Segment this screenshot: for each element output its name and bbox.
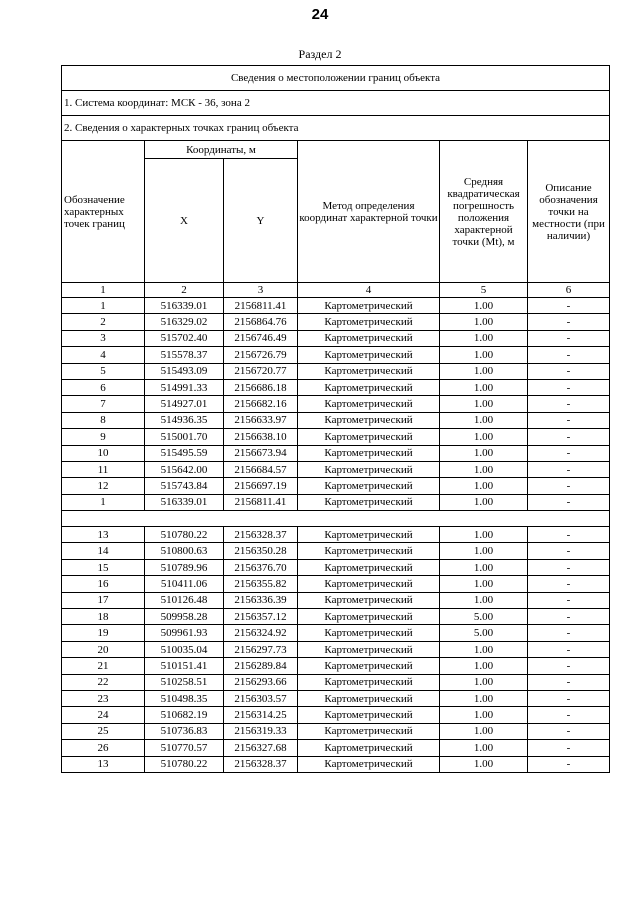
cell-d: - — [528, 674, 610, 690]
cell-e: 1.00 — [440, 756, 528, 772]
table-row — [62, 707, 610, 723]
cell-m: Картометрический — [298, 609, 440, 625]
cell-y: 2156811.41 — [224, 298, 298, 314]
table-row — [62, 396, 610, 412]
cell-n: 22 — [62, 674, 145, 690]
characteristic-points-heading: 2. Сведения о характерных точках границ объекта — [62, 116, 610, 141]
cell-x: 510126.48 — [145, 592, 224, 608]
cell-n: 21 — [62, 658, 145, 674]
cell-y: 2156350.28 — [224, 543, 298, 559]
cell-e: 5.00 — [440, 609, 528, 625]
cell-y: 2156357.12 — [224, 609, 298, 625]
cell-e: 1.00 — [440, 330, 528, 346]
cell-d: - — [528, 609, 610, 625]
table-row — [62, 478, 610, 494]
cell-d: - — [528, 690, 610, 706]
cell-x: 516339.01 — [145, 298, 224, 314]
cell-n: 18 — [62, 609, 145, 625]
cell-e: 1.00 — [440, 559, 528, 575]
cell-m: Картометрический — [298, 494, 440, 510]
table-row — [62, 609, 610, 625]
cell-d: - — [528, 527, 610, 543]
cell-e: 1.00 — [440, 674, 528, 690]
cell-x: 510498.35 — [145, 690, 224, 706]
cell-m: Картометрический — [298, 576, 440, 592]
cell-n: 10 — [62, 445, 145, 461]
cell-e: 1.00 — [440, 429, 528, 445]
cell-n: 7 — [62, 396, 145, 412]
cell-m: Картометрический — [298, 559, 440, 575]
cell-d: - — [528, 592, 610, 608]
cell-y: 2156684.57 — [224, 461, 298, 477]
cell-e: 1.00 — [440, 592, 528, 608]
cell-y: 2156328.37 — [224, 756, 298, 772]
cell-x: 510800.63 — [145, 543, 224, 559]
cell-d: - — [528, 576, 610, 592]
cell-n: 14 — [62, 543, 145, 559]
cell-y: 2156638.10 — [224, 429, 298, 445]
cell-m: Картометрический — [298, 707, 440, 723]
cell-y: 2156811.41 — [224, 494, 298, 510]
cell-n: 25 — [62, 723, 145, 739]
cell-d: - — [528, 314, 610, 330]
cell-n: 5 — [62, 363, 145, 379]
cell-n: 4 — [62, 347, 145, 363]
table-row — [62, 461, 610, 477]
header-description: Описание обозначения точки на местности (при наличии) — [528, 141, 610, 283]
table-row — [62, 543, 610, 559]
cell-y: 2156633.97 — [224, 412, 298, 428]
cell-n: 1 — [62, 494, 145, 510]
cell-n: 2 — [62, 314, 145, 330]
cell-x: 515642.00 — [145, 461, 224, 477]
cell-x: 510780.22 — [145, 756, 224, 772]
cell-x: 515578.37 — [145, 347, 224, 363]
cell-n: 3 — [62, 330, 145, 346]
table-row — [62, 330, 610, 346]
cell-y: 2156746.49 — [224, 330, 298, 346]
cell-y: 2156686.18 — [224, 379, 298, 395]
column-number: 1 — [62, 283, 145, 298]
cell-x: 510789.96 — [145, 559, 224, 575]
table-row — [62, 494, 610, 510]
cell-d: - — [528, 363, 610, 379]
cell-e: 1.00 — [440, 494, 528, 510]
cell-e: 1.00 — [440, 707, 528, 723]
cell-e: 1.00 — [440, 576, 528, 592]
cell-x: 509961.93 — [145, 625, 224, 641]
table-row — [62, 429, 610, 445]
coordinate-system: 1. Система координат: МСК - 36, зона 2 — [62, 91, 610, 116]
header-error: Средняя квадратическая погрешность положения характерной точки (Mt), м — [440, 141, 528, 283]
cell-x: 515493.09 — [145, 363, 224, 379]
cell-d: - — [528, 330, 610, 346]
cell-n: 12 — [62, 478, 145, 494]
cell-n: 17 — [62, 592, 145, 608]
cell-n: 26 — [62, 740, 145, 756]
table-row — [62, 298, 610, 314]
column-number: 2 — [145, 283, 224, 298]
cell-d: - — [528, 412, 610, 428]
cell-n: 13 — [62, 527, 145, 543]
table-title: Сведения о местоположении границ объекта — [62, 66, 610, 91]
cell-m: Картометрический — [298, 625, 440, 641]
cell-m: Картометрический — [298, 363, 440, 379]
cell-y: 2156336.39 — [224, 592, 298, 608]
cell-y: 2156697.19 — [224, 478, 298, 494]
cell-e: 1.00 — [440, 543, 528, 559]
cell-y: 2156726.79 — [224, 347, 298, 363]
cell-x: 510780.22 — [145, 527, 224, 543]
cell-d: - — [528, 707, 610, 723]
cell-x: 515495.59 — [145, 445, 224, 461]
table-row — [62, 445, 610, 461]
boundary-points-table — [61, 65, 610, 773]
cell-e: 1.00 — [440, 445, 528, 461]
table-row — [62, 625, 610, 641]
cell-m: Картометрический — [298, 314, 440, 330]
cell-e: 5.00 — [440, 625, 528, 641]
cell-d: - — [528, 347, 610, 363]
cell-n: 13 — [62, 756, 145, 772]
cell-m: Картометрический — [298, 396, 440, 412]
cell-x: 510736.83 — [145, 723, 224, 739]
table-row — [62, 641, 610, 657]
table-row — [62, 363, 610, 379]
column-number: 3 — [224, 283, 298, 298]
cell-d: - — [528, 494, 610, 510]
cell-n: 9 — [62, 429, 145, 445]
table-row — [62, 379, 610, 395]
cell-d: - — [528, 625, 610, 641]
cell-e: 1.00 — [440, 347, 528, 363]
table-row — [62, 559, 610, 575]
cell-e: 1.00 — [440, 527, 528, 543]
column-number: 4 — [298, 283, 440, 298]
header-method: Метод определения координат характерной точки — [298, 141, 440, 283]
cell-y: 2156319.33 — [224, 723, 298, 739]
table-row — [62, 690, 610, 706]
cell-n: 6 — [62, 379, 145, 395]
table-row — [62, 592, 610, 608]
column-number: 5 — [440, 283, 528, 298]
page-number: 24 — [311, 6, 329, 23]
cell-x: 510682.19 — [145, 707, 224, 723]
cell-y: 2156289.84 — [224, 658, 298, 674]
cell-x: 514927.01 — [145, 396, 224, 412]
cell-d: - — [528, 543, 610, 559]
cell-n: 15 — [62, 559, 145, 575]
cell-m: Картометрический — [298, 298, 440, 314]
cell-m: Картометрический — [298, 690, 440, 706]
cell-e: 1.00 — [440, 690, 528, 706]
table-row — [62, 314, 610, 330]
cell-m: Картометрический — [298, 461, 440, 477]
cell-m: Картометрический — [298, 330, 440, 346]
header-x: X — [145, 159, 224, 283]
cell-e: 1.00 — [440, 298, 528, 314]
cell-n: 24 — [62, 707, 145, 723]
cell-x: 516339.01 — [145, 494, 224, 510]
cell-x: 514991.33 — [145, 379, 224, 395]
cell-y: 2156673.94 — [224, 445, 298, 461]
cell-x: 515743.84 — [145, 478, 224, 494]
cell-y: 2156314.25 — [224, 707, 298, 723]
cell-e: 1.00 — [440, 379, 528, 395]
cell-x: 515702.40 — [145, 330, 224, 346]
column-number: 6 — [528, 283, 610, 298]
cell-m: Картометрический — [298, 641, 440, 657]
cell-n: 16 — [62, 576, 145, 592]
cell-y: 2156355.82 — [224, 576, 298, 592]
separator-cell — [62, 511, 610, 527]
table-row — [62, 674, 610, 690]
cell-m: Картометрический — [298, 658, 440, 674]
table-row — [62, 723, 610, 739]
cell-e: 1.00 — [440, 412, 528, 428]
cell-e: 1.00 — [440, 314, 528, 330]
cell-x: 515001.70 — [145, 429, 224, 445]
cell-y: 2156293.66 — [224, 674, 298, 690]
cell-e: 1.00 — [440, 363, 528, 379]
table-row — [62, 756, 610, 772]
header-designation: Обозначение характерных точек границ — [62, 141, 145, 283]
cell-d: - — [528, 379, 610, 395]
cell-d: - — [528, 461, 610, 477]
cell-d: - — [528, 658, 610, 674]
cell-d: - — [528, 740, 610, 756]
cell-y: 2156720.77 — [224, 363, 298, 379]
cell-x: 510411.06 — [145, 576, 224, 592]
cell-y: 2156297.73 — [224, 641, 298, 657]
cell-e: 1.00 — [440, 461, 528, 477]
cell-y: 2156682.16 — [224, 396, 298, 412]
cell-m: Картометрический — [298, 429, 440, 445]
cell-x: 516329.02 — [145, 314, 224, 330]
cell-x: 510035.04 — [145, 641, 224, 657]
cell-d: - — [528, 641, 610, 657]
cell-n: 11 — [62, 461, 145, 477]
cell-m: Картометрический — [298, 674, 440, 690]
cell-y: 2156327.68 — [224, 740, 298, 756]
table-row — [62, 740, 610, 756]
header-coordinates: Координаты, м — [145, 141, 298, 159]
cell-e: 1.00 — [440, 723, 528, 739]
cell-m: Картометрический — [298, 543, 440, 559]
header-y: Y — [224, 159, 298, 283]
table-row — [62, 576, 610, 592]
cell-e: 1.00 — [440, 658, 528, 674]
cell-m: Картометрический — [298, 740, 440, 756]
cell-y: 2156328.37 — [224, 527, 298, 543]
cell-x: 510258.51 — [145, 674, 224, 690]
cell-x: 509958.28 — [145, 609, 224, 625]
cell-m: Картометрический — [298, 527, 440, 543]
table-row — [62, 527, 610, 543]
cell-d: - — [528, 396, 610, 412]
cell-m: Картометрический — [298, 478, 440, 494]
cell-m: Картометрический — [298, 445, 440, 461]
cell-e: 1.00 — [440, 641, 528, 657]
cell-e: 1.00 — [440, 396, 528, 412]
table-row — [62, 347, 610, 363]
table-row — [62, 658, 610, 674]
cell-x: 510151.41 — [145, 658, 224, 674]
cell-n: 1 — [62, 298, 145, 314]
cell-m: Картометрический — [298, 756, 440, 772]
cell-y: 2156303.57 — [224, 690, 298, 706]
cell-m: Картометрический — [298, 412, 440, 428]
cell-n: 20 — [62, 641, 145, 657]
section-label: Раздел 2 — [298, 47, 342, 61]
cell-n: 23 — [62, 690, 145, 706]
table-row — [62, 412, 610, 428]
cell-d: - — [528, 445, 610, 461]
cell-e: 1.00 — [440, 740, 528, 756]
cell-y: 2156864.76 — [224, 314, 298, 330]
cell-d: - — [528, 723, 610, 739]
cell-d: - — [528, 298, 610, 314]
cell-d: - — [528, 429, 610, 445]
cell-y: 2156376.70 — [224, 559, 298, 575]
cell-m: Картометрический — [298, 379, 440, 395]
cell-x: 510770.57 — [145, 740, 224, 756]
cell-d: - — [528, 756, 610, 772]
cell-e: 1.00 — [440, 478, 528, 494]
cell-d: - — [528, 559, 610, 575]
cell-m: Картометрический — [298, 723, 440, 739]
cell-m: Картометрический — [298, 347, 440, 363]
cell-x: 514936.35 — [145, 412, 224, 428]
cell-n: 19 — [62, 625, 145, 641]
separator-row — [62, 511, 610, 527]
cell-d: - — [528, 478, 610, 494]
cell-m: Картометрический — [298, 592, 440, 608]
cell-n: 8 — [62, 412, 145, 428]
cell-y: 2156324.92 — [224, 625, 298, 641]
